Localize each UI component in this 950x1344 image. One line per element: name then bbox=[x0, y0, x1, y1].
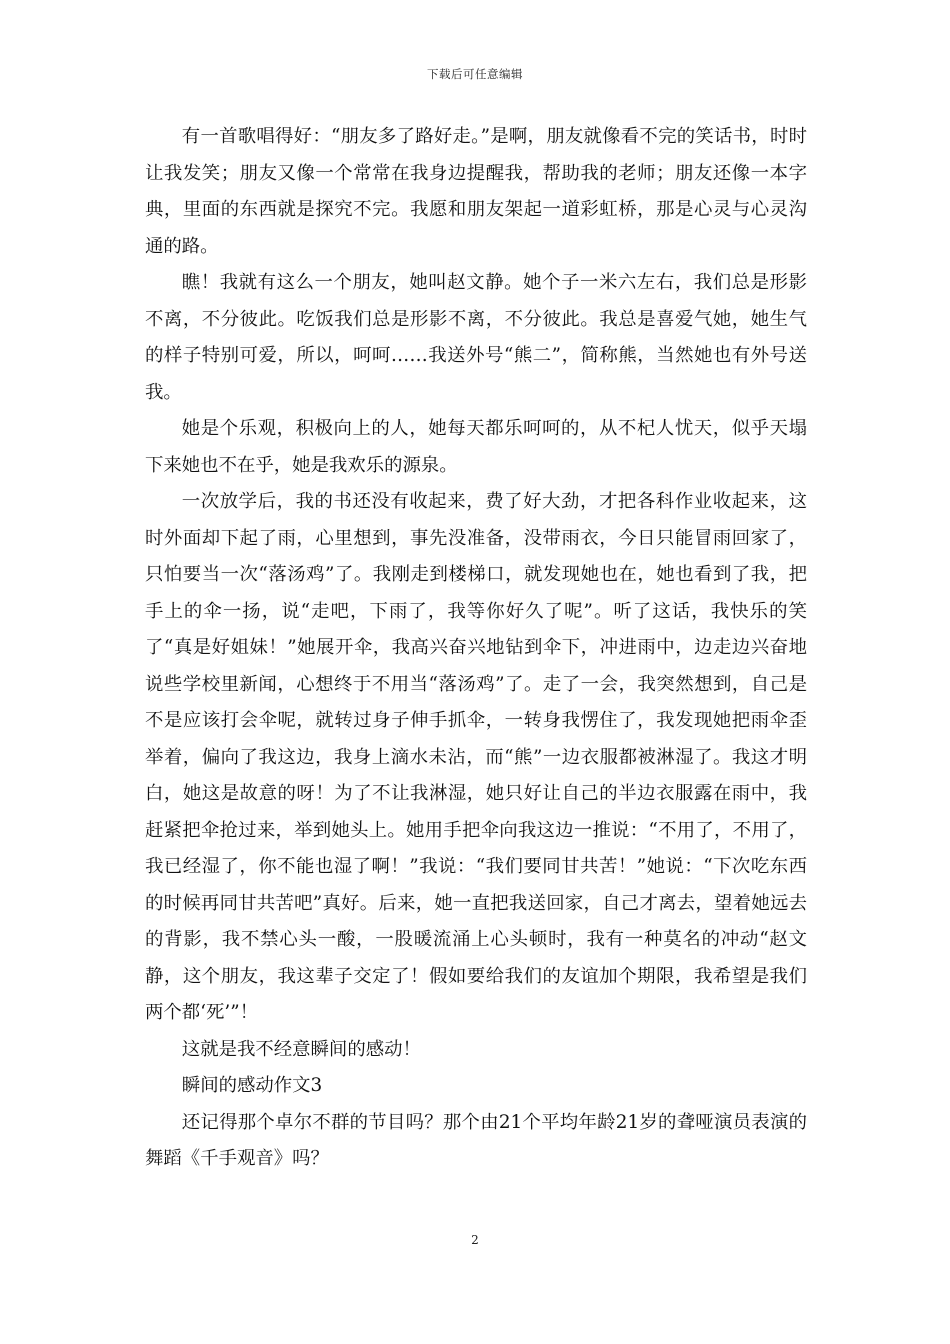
section-heading: 瞬间的感动作文3 bbox=[181, 1075, 323, 1096]
paragraph-2: 瞧！我就有这么一个朋友，她叫赵文静。她个子一米六左右，我们总是形影不离，不分彼此。吃饭我们总是形影不离，不分彼此。我总是喜爱气她，她生气的样子特别可爱，所以，呵呵……我送外号“熊二”，简称熊，当然她也有外号送我。 bbox=[145, 272, 807, 403]
paragraph-3: 她是个乐观，积极向上的人，她每天都乐呵呵的，从不杞人忧天，似乎天塌下来她也不在乎，她是我欢乐的源泉。 bbox=[145, 418, 807, 476]
paragraph-6: 还记得那个卓尔不群的节目吗？那个由21个平均年龄21岁的聋哑演员表演的舞蹈《千手观音》吗？ bbox=[145, 1111, 807, 1169]
document-body bbox=[145, 119, 807, 1178]
page-header: 下载后可任意编辑 bbox=[427, 67, 523, 81]
paragraph-1: 有一首歌唱得好：“朋友多了路好走。”是啊，朋友就像看不完的笑话书，时时让我发笑；朋友又像一个常常在我身边提醒我，帮助我的老师；朋友还像一本字典，里面的东西就是探究不完。我愿和朋友架起一道彩虹桥，那是心灵与心灵沟通的路。 bbox=[145, 126, 807, 257]
paragraph-5: 这就是我不经意瞬间的感动！ bbox=[181, 1038, 421, 1060]
paragraph-4: 一次放学后，我的书还没有收起来，费了好大劲，才把各科作业收起来，这时外面却下起了雨，心里想到，事先没准备，没带雨衣，今日只能冒雨回家了，只怕要当一次“落汤鸡”了。我刚走到楼梯口，就发现她也在，她也看到了我，把手上的伞一扬，说“走吧，下雨了，我等你好久了呢”。听了这话，我快乐的笑了“真是好姐妹！”她展开伞，我高兴奋兴地钻到伞下，冲进雨中，边走边兴奋地说些学校里新闻，心想终于不用当“落汤鸡”了。走了一会，我突然想到，自己是不是应该打会伞呢，就转过身子伸手抓伞，一转身我愣住了，我发现她把雨伞歪举着，偏向了我这边，我身上滴水未沾，而“熊”一边衣服都被淋湿了。我这才明白，她这是故意的呀！为了不让我淋湿，她只好让自己的半边衣服露在雨中，我赶紧把伞抢过来，举到她头上。她用手把伞向我这边一推说：“不用了，不用了，我已经湿了，你不能也湿了啊！”我说：“我们要同甘共苦！”她说：“下次吃东西的时候再同甘共苦吧”真好。后来，她一直把我送回家，自己才离去，望着她远去的背影，我不禁心头一酸，一股暖流涌上心头顿时，我有一种莫名的冲动“赵文静，这个朋友，我这辈子交定了！假如要给我们的友谊加个期限，我希望是我们两个都‘死’”！ bbox=[145, 491, 807, 1023]
page-number: 2 bbox=[471, 1233, 479, 1247]
